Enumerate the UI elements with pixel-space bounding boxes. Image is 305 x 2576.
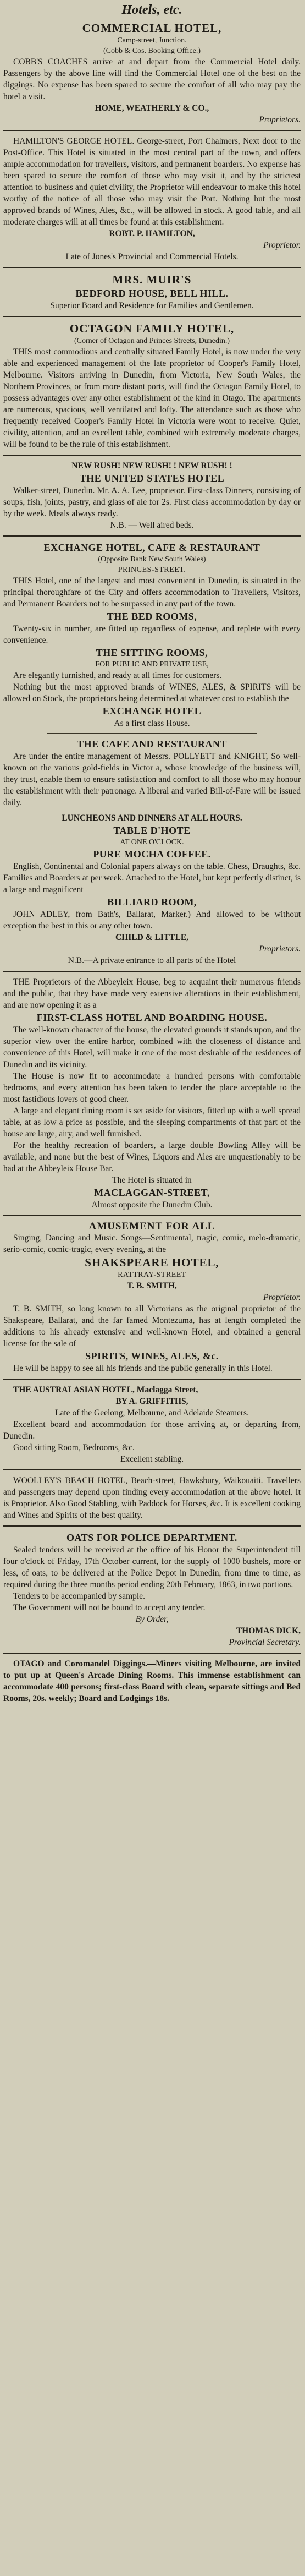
ad-body-4: A large and elegant dining room is set aside for visitors, fitted up with a well spread table, at as low a price as possible, and the sleeping compartments of that part of the house are large, airy, and well furnished. xyxy=(3,1106,301,1139)
ad-subtitle-2: (Cobb & Cos. Booking Office.) xyxy=(103,47,201,55)
section-header: Hotels, etc. xyxy=(121,3,182,17)
ad-body: THIS Hotel, one of the largest and most convenient in Dunedin, is situated in the principal thoroughfare of the City and offers accommodation to Travellers, Visitors, and Permanent Boarders not to be surpassed in any part of the town. xyxy=(3,576,301,609)
ad-title: EXCHANGE HOTEL, CAFE & RESTAURANT xyxy=(43,542,260,553)
ad-australasian-hotel xyxy=(3,1384,301,1465)
ad-table-dhote: TABLE D'HOTE xyxy=(113,825,191,836)
ad-bedford-house xyxy=(3,272,301,311)
divider xyxy=(3,971,301,972)
ad-headline: NEW RUSH! NEW RUSH! ! NEW RUSH! ! xyxy=(71,461,232,471)
ad-role: Proprietors. xyxy=(259,115,301,124)
ad-one-oclock: AT ONE O'CLOCK. xyxy=(120,838,184,846)
ad-late: Late of Jones's Provincial and Commercial Hotels. xyxy=(65,252,239,261)
ad-body: Superior Board and Residence for Families and Gentlemen. xyxy=(50,301,254,310)
ad-cafe: Are under the entire management of Messrs. POLLYETT and KNIGHT, So well-known on the various gold-fields in Victor a, whose knowledge of the business will, they trust, enable them to ensure satisfaction and comfort to all those who may honour the establishment with their patronage. A liberal and varied Bill-of-Fare will be issued daily. xyxy=(3,752,301,807)
ad-signature: ROBT. P. HAMILTON, xyxy=(109,229,195,238)
ad-sitting-head: THE SITTING ROOMS, xyxy=(96,647,208,658)
ad-signature: BY A. GRIFFITHS, xyxy=(115,1397,188,1406)
ad-body-6: The Hotel is situated in xyxy=(112,1175,192,1185)
ad-sitting-sub: FOR PUBLIC AND PRIVATE USE, xyxy=(95,660,209,669)
ad-united-states-hotel xyxy=(3,460,301,531)
ad-papers: English, Continental and Colonial papers always on the table. Chess, Draughts, &c. Families and Boarders at per week. Attached to the Hotel, but kept perfectly distinct, is a large and magnificent xyxy=(3,862,301,894)
ad-note: N.B.—A private entrance to all parts of the Hotel xyxy=(68,956,236,965)
ad-subtitle: BEDFORD HOUSE, BELL HILL. xyxy=(75,288,229,299)
ad-body-5: For the healthy recreation of boarders, a large double Bowling Alley will be available, and none but the best of Wines, Liquors and Ales are unquestionably to be had at the Abbeyleix House Bar. xyxy=(3,1141,301,1173)
ad-body-2: T. B. SMITH, so long known to all Victorians as the original proprietor of the Shakspeare, Ballarat, and the far famed Montezuma, has at length completed the additions to his already extensive and well-known Hotel, and obtained a general license for the sale of xyxy=(3,1304,301,1348)
ad-stabling: Excellent stabling. xyxy=(120,1454,184,1464)
ad-body-3: The Government will not be bound to accept any tender. xyxy=(13,1603,206,1612)
divider xyxy=(3,1215,301,1216)
ad-body-2: The well-known character of the house, the elevated grounds it stands upon, and the superior view over the entire harbor, combined with the closeness of distance and convenience of this Hotel, will make it one of the most desirable of the residences of Dunedin and its vicinity. xyxy=(3,1025,301,1069)
ad-body: Walker-street, Dunedin. Mr. A. A. Lee, proprietor. First-class Dinners, consisting of soups, fish, joints, pastry, and glass of ale for 2s. First class accommodation by day or by the week. Meals always ready. xyxy=(3,486,301,518)
ad-body-2: Tenders to be accompanied by sample. xyxy=(13,1591,145,1601)
ad-opposite: Almost opposite the Dunedin Club. xyxy=(91,1200,213,1210)
ad-spirits: SPIRITS, WINES, ALES, &c. xyxy=(85,1350,219,1361)
ad-billiard-body: JOHN ADLEY, from Bath's, Ballarat, Marker.) And allowed to be without exception the best in this or any other town. xyxy=(3,910,301,931)
ad-woolleys-beach-hotel xyxy=(3,1475,301,1521)
ad-signature: CHILD & LITTLE, xyxy=(115,933,189,942)
ad-octagon-hotel xyxy=(3,321,301,450)
ad-title: COMMERCIAL HOTEL, xyxy=(82,21,222,35)
ad-title: OCTAGON FAMILY HOTEL, xyxy=(69,322,235,335)
ad-queens-arcade-dining-rooms xyxy=(3,1658,301,1704)
ad-body-2: Excellent board and accommodation for those arriving at, or departing from, Dunedin. xyxy=(3,1420,301,1441)
ad-commercial-hotel xyxy=(3,21,301,125)
ad-body: THE AUSTRALASIAN HOTEL, Maclagga Street, xyxy=(13,1385,198,1394)
divider xyxy=(3,1379,301,1380)
ad-shakspeare-hotel xyxy=(3,1221,301,1374)
ad-role: Proprietors. xyxy=(259,944,301,954)
ad-bedrooms: Twenty-six in number, are fitted up regardless of expense, and replete with every convenience. xyxy=(3,624,301,645)
ad-first-class: As a first class House. xyxy=(114,719,190,728)
divider xyxy=(47,733,257,734)
ad-body: COBB'S COACHES arrive at and depart from the Commercial Hotel daily. Passengers by the above line will find the Commercial Hotel one of the best on the diggings. No expense has been spared to secure the comfort of all who may pay the hotel a visit. xyxy=(3,57,301,101)
ad-coffee: PURE MOCHA COFFEE. xyxy=(93,849,211,860)
divider xyxy=(3,1469,301,1470)
ad-role: Provincial Secretary. xyxy=(229,1638,301,1647)
ad-body: HAMILTON'S GEORGE HOTEL. George-street, Port Chalmers, Next door to the Post-Office. This Hotel is situated in the most central part of the town, and offers ample accommodation for travellers, visitors, and permanent boarders. No expense has been spared to secure the comfort of those who may visit it, and by the strictest attention to business and quiet civility, the Proprietor will endeavour to make this hotel worthy of the notice of all those who may visit the Port. Nothing but the most approved brands of Wines, Ales, &c., will be allowed in stock. A good table, and all moderate charges will at all times be found at this establishment. xyxy=(3,136,301,227)
divider xyxy=(3,535,301,537)
ad-body-3: He will be happy to see all his friends and the public generally in this Hotel. xyxy=(13,1364,273,1373)
ad-body: WOOLLEY'S BEACH HOTEL, Beach-street, Hawksbury, Waikouaiti. Travellers and passengers may depend upon finding every accommodation at the above hotel. It is Proprietor. Also Good Stabling, with Paddock for Horses, &c. It is excellent cooking and Wines and Spirits of the best quality. xyxy=(3,1476,301,1520)
ad-billiard: BILLIARD ROOM, xyxy=(107,896,197,907)
ad-lunch: LUNCHEONS AND DINNERS AT ALL HOURS. xyxy=(62,813,242,823)
ad-hamilton-hotel xyxy=(3,135,301,262)
ad-bedrooms-head: THE BED ROOMS, xyxy=(107,611,197,622)
ad-order: By Order, xyxy=(135,1615,169,1624)
divider xyxy=(3,1525,301,1527)
ad-title: FIRST-CLASS HOTEL AND BOARDING HOUSE. xyxy=(36,1012,268,1023)
ad-exchange-name: EXCHANGE HOTEL xyxy=(102,705,202,717)
ad-title: MRS. MUIR'S xyxy=(112,273,192,286)
ad-street: MACLAGGAN-STREET, xyxy=(94,1187,210,1198)
ad-subtitle: (Opposite Bank New South Wales) xyxy=(98,555,206,564)
ad-signature: HOME, WEATHERLY & CO., xyxy=(95,103,209,113)
ad-body: Sealed tenders will be received at the office of his Honor the Superintendent till four o'clock of Friday, 17th October current, for the supply of 1000 bushels, more or less, of oats, to be delivered at the Police Depot in Dunedin, from time to time, as required during the three months period ending 20th February, 1863, in two portions. xyxy=(3,1545,301,1589)
ad-role: Proprietor. xyxy=(263,240,301,250)
ad-street: PRINCES-STREET. xyxy=(118,566,186,574)
ad-body-3: Good sitting Room, Bedrooms, &c. xyxy=(13,1443,135,1452)
ad-subtitle: Camp-street, Junction. xyxy=(117,36,187,45)
ad-body-3: The House is now fit to accommodate a hundred persons with comfortable bedrooms, and every attention has been taken to tender the place acceptable to the most fastidious lovers of good cheer. xyxy=(3,1071,301,1104)
ad-body: OTAGO and Coromandel Diggings.—Miners visiting Melbourne, are invited to put up at Queen's Arcade Dining Rooms. This immense establishment can accommodate 400 persons; first-class Board with clean, separate sittings and Bed Rooms, 20s. weekly; Board and Lodgings 18s. xyxy=(3,1659,301,1703)
ad-oats-police-department xyxy=(3,1531,301,1648)
ad-note: N.B. — Well aired beds. xyxy=(110,521,194,530)
ad-sitting: Are elegantly furnished, and ready at all times for customers. xyxy=(13,671,222,680)
ad-body: THE Proprietors of the Abbeyleix House, beg to acquaint their numerous friends and the public, that they have made very extensive alterations in their establishment, and are now opening it as a xyxy=(3,977,301,1010)
ad-body: THIS most commodious and centrally situated Family Hotel, is now under the very able and experienced management of the late proprietor of Cooper's Family Hotel, Melbourne. Visitors arriving in Dunedin, from Victoria, New South Wales, the Northern Provinces, or from more distant ports, will find the Octagon Family Hotel, to possess advantages over any other establishment of the kind in Otago. The apartments are numerous, spacious, well ventilated and lofty. The attendance such as those who frequently received Cooper's Family Hotel in Victoria were wont to receive. Quiet, civility, attention, and an excellent table, combined with extremely moderate charges, will be found to be the rule of this establishment. xyxy=(3,347,301,449)
divider xyxy=(3,267,301,268)
ad-role: Proprietor. xyxy=(263,1293,301,1302)
ad-title: SHAKSPEARE HOTEL, xyxy=(85,1256,219,1269)
ad-title: THE UNITED STATES HOTEL xyxy=(79,473,225,484)
ad-body: Singing, Dancing and Music. Songs—Sentimental, tragic, comic, melo-dramatic, serio-comic, comic-tragic, every evening, at the xyxy=(3,1233,301,1254)
ad-wines: Nothing but the most approved brands of WINES, ALES, & SPIRITS will be allowed on Stock, the proprietors being determined at whatever cost to establish the xyxy=(3,682,301,703)
divider xyxy=(3,130,301,131)
ad-cafe-head: THE CAFE AND RESTAURANT xyxy=(77,739,227,750)
divider xyxy=(3,1653,301,1654)
ad-abbeyleix-house xyxy=(3,976,301,1211)
ad-exchange-hotel xyxy=(3,541,301,966)
ad-street: RATTRAY-STREET xyxy=(118,1271,186,1279)
ad-headline: AMUSEMENT FOR ALL xyxy=(88,1221,215,1232)
ad-signature: THOMAS DICK, xyxy=(236,1626,301,1636)
divider xyxy=(3,455,301,456)
divider xyxy=(3,316,301,317)
ad-signature: T. B. SMITH, xyxy=(127,1281,177,1290)
ad-subtitle: (Corner of Octagon and Princes Streets, Dunedin.) xyxy=(74,337,230,345)
ad-late: Late of the Geelong, Melbourne, and Adelaide Steamers. xyxy=(55,1408,249,1418)
ad-headline: OATS FOR POLICE DEPARTMENT. xyxy=(66,1532,237,1543)
